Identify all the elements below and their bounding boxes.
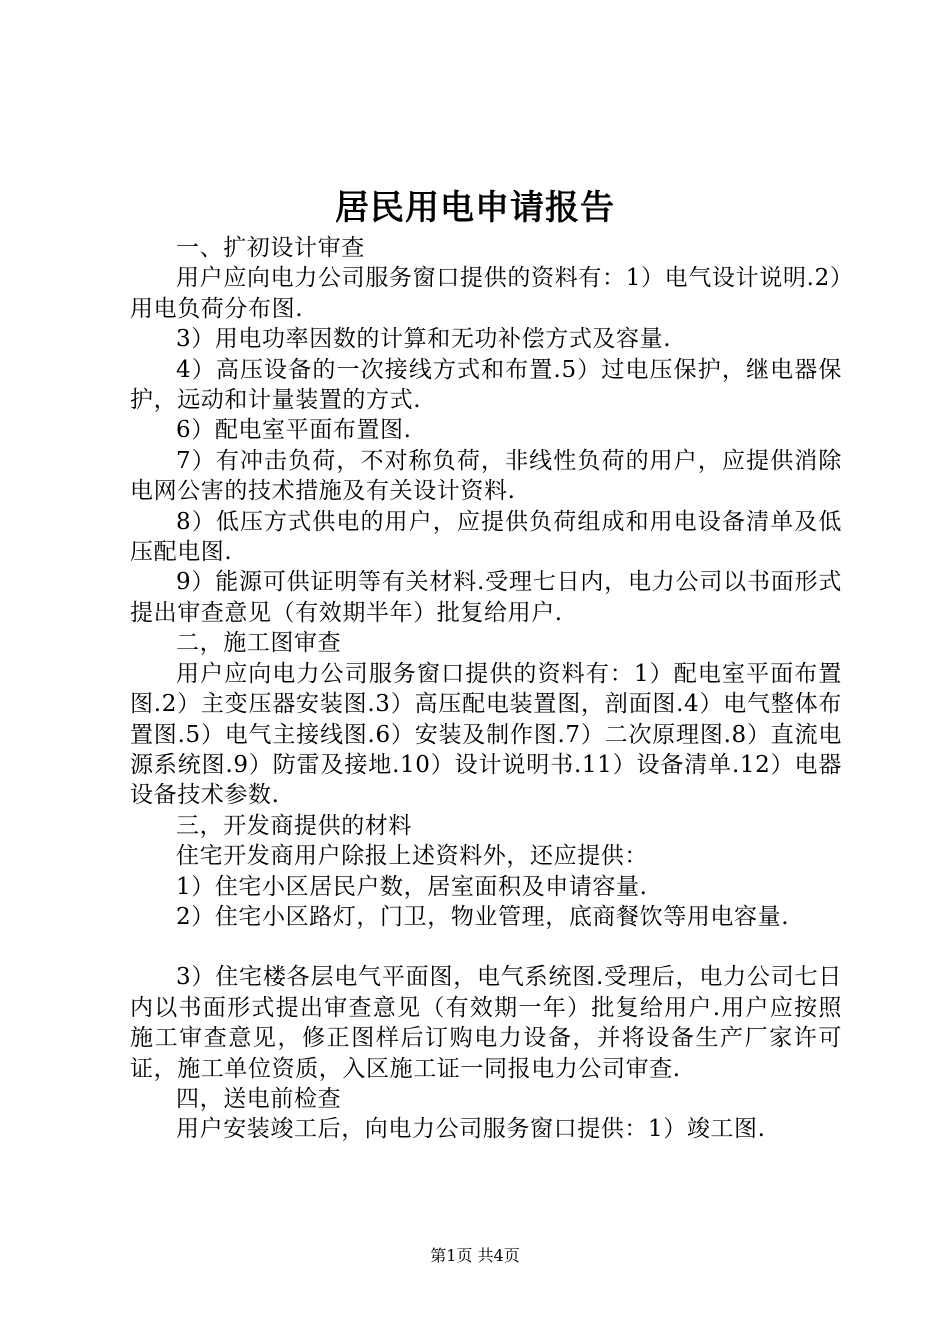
document-body: [130, 233, 842, 1145]
paragraph: 2）住宅小区路灯，门卫，物业管理，底商餐饮等用电容量.: [176, 903, 790, 930]
paragraph: 6）配电室平面布置图.: [176, 417, 412, 444]
paragraph: 用户应向电力公司服务窗口提供的资料有：1）配电室平面布置图.2）主变压器安装图.3）高压配电装置图，剖面图.4）电气整体布置图.5）电气主接线图.6）安装及制作图.7）二次原理图.8）直流电源系统图.9）防雷及接地.10）设计说明书.11）设备清单.12）电器设备技术参数.: [130, 660, 842, 809]
paragraph: 住宅开发商用户除报上述资料外，还应提供：: [176, 843, 648, 870]
paragraph: 7）有冲击负荷，不对称负荷，非线性负荷的用户，应提供消除电网公害的技术措施及有关设计资料.: [130, 447, 842, 505]
paragraph: 1）住宅小区居民户数，居室面积及申请容量.: [176, 873, 648, 900]
paragraph: 3）住宅楼各层电气平面图，电气系统图.受理后，电力公司七日内以书面形式提出审查意见（有效期一年）批复给用户.用户应按照施工审查意见，修正图样后订购电力设备，并将设备生产厂家许可证，施工单位资质，入区施工证一同报电力公司审查.: [130, 964, 842, 1082]
section-heading-3: 三，开发商提供的材料: [176, 812, 412, 839]
document-title: 居民用电申请报告: [335, 188, 615, 228]
paragraph: 3）用电功率因数的计算和无功补偿方式及容量.: [176, 326, 672, 353]
paragraph: 用户应向电力公司服务窗口提供的资料有：1）电气设计说明.2）用电负荷分布图.: [130, 265, 842, 322]
paragraph: 用户安装竣工后，向电力公司服务窗口提供：1）竣工图.: [176, 1116, 766, 1143]
paragraph: 9）能源可供证明等有关材料.受理七日内，电力公司以书面形式提出审查意见（有效期半年）批复给用户.: [130, 569, 842, 626]
paragraph: 4）高压设备的一次接线方式和布置.5）过电压保护，继电器保护，远动和计量装置的方式.: [130, 356, 842, 414]
section-heading-4: 四，送电前检查: [176, 1085, 342, 1112]
page-indicator: 第1页 共4页: [430, 1246, 520, 1265]
section-heading-2: 二，施工图审查: [176, 630, 342, 657]
section-heading-1: 一、扩初设计审查: [176, 235, 365, 261]
paragraph: 8）低压方式供电的用户，应提供负荷组成和用电设备清单及低压配电图.: [130, 508, 842, 566]
